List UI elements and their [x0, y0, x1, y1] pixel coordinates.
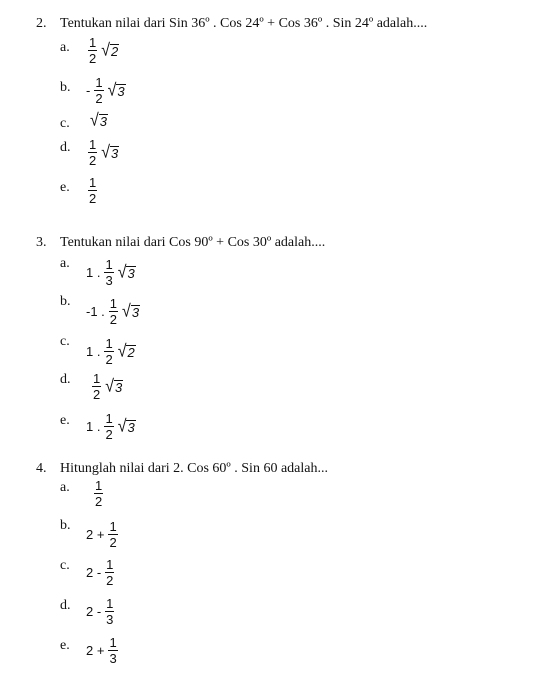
option-letter: e. [60, 413, 70, 428]
question-number: 2. [36, 16, 47, 31]
square-root: √ 3 [101, 142, 119, 162]
question-4 [36, 461, 328, 477]
fraction: $\frac{1}{3}$ [106, 596, 114, 627]
option-letter: a. [60, 40, 70, 55]
fraction: $\frac{1}{3}$ [109, 635, 117, 666]
fraction: $\frac{1}{2}$ [105, 336, 113, 367]
option-4a [92, 479, 105, 508]
option-2c [88, 113, 108, 129]
square-root: √ 3 [105, 376, 123, 396]
option-letter: a. [60, 480, 70, 495]
question-number: 4. [36, 461, 47, 476]
option-3a: 1 . $\frac{1}{3}$ √ 3 [86, 257, 135, 288]
option-letter: b. [60, 80, 71, 95]
option-letter: d. [60, 140, 71, 155]
option-4b: 2 + $\frac{1}{2}$ [86, 519, 117, 550]
question-2 [36, 16, 427, 32]
option-letter: b. [60, 294, 71, 309]
square-root: √ 3 [117, 416, 135, 436]
option-letter: e. [60, 180, 70, 195]
question-text: Tentukan nilai dari Cos 90º + Cos 30º adalah.... [60, 235, 326, 250]
square-root: √ 2 [101, 40, 119, 60]
option-4d: 2 - $\frac{1}{3}$ [86, 596, 114, 627]
option-3c: 1 . $\frac{1}{2}$ √ 2 [86, 336, 135, 367]
option-letter: d. [60, 598, 71, 613]
square-root: √ 3 [122, 301, 140, 321]
square-root: √ 3 [117, 262, 135, 282]
fraction: $\frac{1}{3}$ [105, 257, 113, 288]
fraction: $\frac{1}{2}$ [109, 519, 117, 550]
option-2d [86, 138, 119, 167]
fraction: $\frac{1}{2}$ [105, 411, 113, 442]
fraction: $\frac{1}{2}$ [89, 35, 97, 66]
option-letter: d. [60, 372, 71, 387]
square-root: √ 3 [90, 111, 108, 130]
option-4c: 2 - $\frac{1}{2}$ [86, 557, 114, 588]
square-root: √ 3 [107, 80, 125, 100]
fraction: $\frac{1}{2}$ [106, 557, 114, 588]
fraction: $\frac{1}{2}$ [89, 137, 97, 168]
option-2a [86, 36, 119, 65]
fraction: $\frac{1}{2}$ [109, 296, 118, 327]
question-number: 3. [36, 235, 47, 250]
fraction: $\frac{1}{2}$ [95, 478, 103, 509]
question-text: Tentukan nilai dari Sin 36º . Cos 24º + Cos 36º . Sin 24º adalah.... [60, 16, 428, 31]
option-letter: a. [60, 256, 70, 271]
option-2b: - $\frac{1}{2}$ √ 3 [86, 75, 125, 106]
option-3b: -1 . $\frac{1}{2}$ √ 3 [86, 296, 140, 327]
option-3e: 1 . $\frac{1}{2}$ √ 3 [86, 411, 135, 442]
fraction: $\frac{1}{2}$ [89, 175, 97, 206]
option-letter: c. [60, 558, 70, 573]
option-letter: c. [60, 334, 70, 349]
option-letter: b. [60, 518, 71, 533]
question-text: Hitunglah nilai dari 2. Cos 60º . Sin 60 adalah... [60, 461, 328, 476]
option-3d [90, 372, 123, 401]
option-2e [86, 176, 99, 205]
square-root: √ 2 [117, 341, 135, 361]
option-4e: 2 + $\frac{1}{3}$ [86, 635, 117, 666]
fraction: $\frac{1}{2}$ [95, 75, 103, 106]
question-3 [36, 235, 325, 251]
option-letter: e. [60, 638, 70, 653]
fraction: $\frac{1}{2}$ [93, 371, 101, 402]
option-letter: c. [60, 116, 70, 131]
